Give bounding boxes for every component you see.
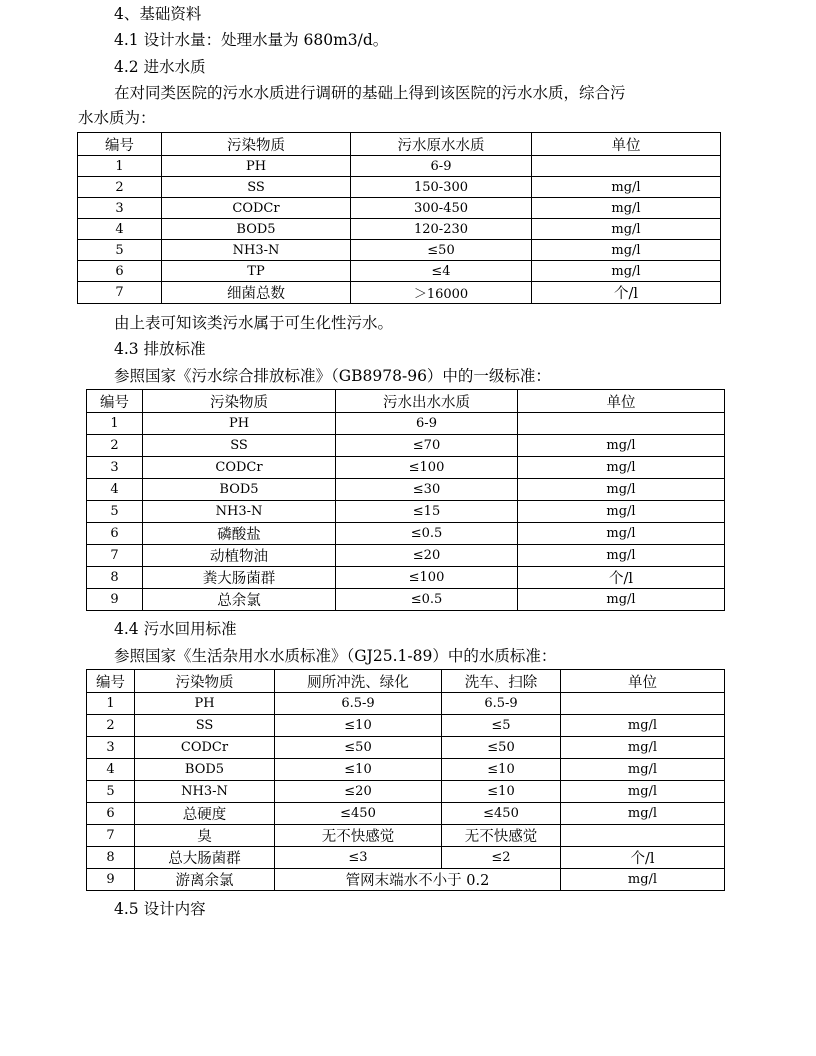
table-cell: ≤2 bbox=[442, 847, 561, 869]
table-cell: mg/l bbox=[518, 589, 725, 611]
table-cell: 150-300 bbox=[351, 177, 532, 198]
table-cell: 磷酸盐 bbox=[143, 523, 336, 545]
table-cell: ≤5 bbox=[442, 715, 561, 737]
table-cell: ≤10 bbox=[275, 715, 442, 737]
table-cell: PH bbox=[162, 156, 351, 177]
merged-table-cell: 管网末端水不小于 0.2 bbox=[275, 869, 561, 891]
table-cell: ≤0.5 bbox=[336, 589, 518, 611]
table-row bbox=[78, 282, 721, 304]
table-cell: 6-9 bbox=[351, 156, 532, 177]
discharge-standard-table bbox=[86, 389, 725, 611]
section-4-3-reference: 参照国家《污水综合排放标准》（GB8978-96）中的一级标准： bbox=[114, 367, 551, 385]
table-row bbox=[87, 737, 725, 759]
table-cell: ≤50 bbox=[351, 240, 532, 261]
table-cell: ≤0.5 bbox=[336, 523, 518, 545]
table-row bbox=[87, 523, 725, 545]
table-cell: mg/l bbox=[561, 759, 725, 781]
table-cell: 7 bbox=[78, 282, 162, 304]
table-cell: ≤3 bbox=[275, 847, 442, 869]
table-row bbox=[78, 240, 721, 261]
column-header: 编号 bbox=[87, 670, 135, 693]
table-cell: PH bbox=[135, 693, 275, 715]
table-cell: ≤15 bbox=[336, 501, 518, 523]
table-header-row bbox=[78, 133, 721, 156]
table-cell: BOD5 bbox=[135, 759, 275, 781]
column-header: 污染物质 bbox=[143, 390, 336, 413]
table-cell: 1 bbox=[87, 693, 135, 715]
table-cell: CODCr bbox=[162, 198, 351, 219]
section-4-1: 4.1 设计水量：处理水量为 680m3/d。 bbox=[114, 31, 389, 49]
table-cell: 1 bbox=[87, 413, 143, 435]
table-cell: mg/l bbox=[561, 781, 725, 803]
table-cell: mg/l bbox=[561, 715, 725, 737]
table-cell: mg/l bbox=[518, 457, 725, 479]
table-cell: 3 bbox=[87, 737, 135, 759]
section-4-4-heading: 4.4 污水回用标准 bbox=[114, 620, 237, 638]
table-cell: 6-9 bbox=[336, 413, 518, 435]
section-4-2-heading: 4.2 进水水质 bbox=[114, 58, 206, 76]
table-row bbox=[78, 198, 721, 219]
table-row bbox=[87, 847, 725, 869]
table-cell: ≤10 bbox=[442, 759, 561, 781]
table-row bbox=[87, 413, 725, 435]
table-cell: ≤30 bbox=[336, 479, 518, 501]
table-cell: NH3-N bbox=[162, 240, 351, 261]
table-cell: PH bbox=[143, 413, 336, 435]
table-cell: 6 bbox=[87, 803, 135, 825]
section-4-title: 4、基础资料 bbox=[114, 5, 202, 23]
reuse-standard-table bbox=[86, 669, 725, 891]
table-header-row bbox=[87, 670, 725, 693]
table-cell: ≤4 bbox=[351, 261, 532, 282]
table-cell: mg/l bbox=[518, 523, 725, 545]
column-header: 污染物质 bbox=[162, 133, 351, 156]
table-cell: ≤70 bbox=[336, 435, 518, 457]
table-cell: mg/l bbox=[518, 435, 725, 457]
table-cell: 120-230 bbox=[351, 219, 532, 240]
table-cell: 2 bbox=[87, 435, 143, 457]
table-cell: 3 bbox=[78, 198, 162, 219]
table-cell: 3 bbox=[87, 457, 143, 479]
table-cell: 细菌总数 bbox=[162, 282, 351, 304]
table-cell bbox=[518, 413, 725, 435]
table-cell: BOD5 bbox=[143, 479, 336, 501]
table-cell: ≤100 bbox=[336, 567, 518, 589]
table-row bbox=[87, 589, 725, 611]
table-row bbox=[87, 715, 725, 737]
table-cell: 7 bbox=[87, 825, 135, 847]
table-row bbox=[87, 869, 725, 891]
table-cell: ≤450 bbox=[442, 803, 561, 825]
table-row bbox=[87, 479, 725, 501]
column-header: 编号 bbox=[87, 390, 143, 413]
table-cell: 5 bbox=[87, 781, 135, 803]
table-row bbox=[87, 435, 725, 457]
table-cell: 1 bbox=[78, 156, 162, 177]
table-cell: 300-450 bbox=[351, 198, 532, 219]
table-cell: 个/l bbox=[532, 282, 721, 304]
table-header-row bbox=[87, 390, 725, 413]
column-header: 单位 bbox=[561, 670, 725, 693]
table-cell: ≤50 bbox=[275, 737, 442, 759]
column-header: 厕所冲洗、绿化 bbox=[275, 670, 442, 693]
table-row bbox=[87, 803, 725, 825]
section-4-4-reference: 参照国家《生活杂用水水质标准》（GJ25.1-89）中的水质标准： bbox=[114, 647, 557, 665]
table-cell: BOD5 bbox=[162, 219, 351, 240]
table-cell: 总余氯 bbox=[143, 589, 336, 611]
column-header: 单位 bbox=[518, 390, 725, 413]
table-cell: 9 bbox=[87, 589, 143, 611]
table-cell: ≤50 bbox=[442, 737, 561, 759]
table-cell: mg/l bbox=[532, 240, 721, 261]
table-cell: NH3-N bbox=[135, 781, 275, 803]
table-cell: mg/l bbox=[532, 177, 721, 198]
table-cell: 无不快感觉 bbox=[275, 825, 442, 847]
table-row bbox=[78, 156, 721, 177]
table-cell: ≤450 bbox=[275, 803, 442, 825]
table-row bbox=[87, 693, 725, 715]
table-cell: ≤20 bbox=[336, 545, 518, 567]
table-cell bbox=[561, 825, 725, 847]
table-row bbox=[87, 825, 725, 847]
influent-quality-table bbox=[77, 132, 721, 304]
table-cell: 粪大肠菌群 bbox=[143, 567, 336, 589]
table-cell: 5 bbox=[78, 240, 162, 261]
table-cell: ≤10 bbox=[275, 759, 442, 781]
table-cell: 8 bbox=[87, 567, 143, 589]
table-cell: ≤10 bbox=[442, 781, 561, 803]
table-cell: 6 bbox=[87, 523, 143, 545]
table-cell: mg/l bbox=[532, 219, 721, 240]
section-4-2-paragraph-line2: 水水质为： bbox=[78, 109, 156, 127]
table-cell: mg/l bbox=[561, 869, 725, 891]
table-cell: ＞16000 bbox=[351, 282, 532, 304]
table-cell: 个/l bbox=[561, 847, 725, 869]
table-cell bbox=[561, 693, 725, 715]
section-4-2-conclusion: 由上表可知该类污水属于可生化性污水。 bbox=[114, 314, 394, 332]
table-cell: SS bbox=[162, 177, 351, 198]
table-cell: 个/l bbox=[518, 567, 725, 589]
table-cell: ≤100 bbox=[336, 457, 518, 479]
table-row bbox=[87, 457, 725, 479]
table-cell: 9 bbox=[87, 869, 135, 891]
column-header: 污水原水水质 bbox=[351, 133, 532, 156]
table-cell: 总硬度 bbox=[135, 803, 275, 825]
column-header: 单位 bbox=[532, 133, 721, 156]
table-cell: mg/l bbox=[518, 479, 725, 501]
table-cell: NH3-N bbox=[143, 501, 336, 523]
table-row bbox=[87, 545, 725, 567]
table-cell: 4 bbox=[87, 479, 143, 501]
table-cell: 6.5-9 bbox=[275, 693, 442, 715]
table-cell: mg/l bbox=[532, 198, 721, 219]
table-cell: SS bbox=[143, 435, 336, 457]
table-cell: CODCr bbox=[143, 457, 336, 479]
table-cell: ≤20 bbox=[275, 781, 442, 803]
table-cell: 6 bbox=[78, 261, 162, 282]
table-row bbox=[78, 219, 721, 240]
table-row bbox=[87, 759, 725, 781]
table-cell: mg/l bbox=[518, 501, 725, 523]
table-cell: 7 bbox=[87, 545, 143, 567]
table-cell bbox=[532, 156, 721, 177]
table-cell: mg/l bbox=[518, 545, 725, 567]
table-cell: mg/l bbox=[561, 737, 725, 759]
table-cell: 臭 bbox=[135, 825, 275, 847]
column-header: 洗车、扫除 bbox=[442, 670, 561, 693]
table-cell: 游离余氯 bbox=[135, 869, 275, 891]
table-cell: mg/l bbox=[532, 261, 721, 282]
section-4-3-heading: 4.3 排放标准 bbox=[114, 340, 206, 358]
table-row bbox=[78, 261, 721, 282]
table-row bbox=[87, 567, 725, 589]
column-header: 编号 bbox=[78, 133, 162, 156]
table-cell: 4 bbox=[87, 759, 135, 781]
column-header: 污染物质 bbox=[135, 670, 275, 693]
table-cell: 5 bbox=[87, 501, 143, 523]
table-cell: 无不快感觉 bbox=[442, 825, 561, 847]
table-cell: 4 bbox=[78, 219, 162, 240]
table-cell: mg/l bbox=[561, 803, 725, 825]
table-cell: 2 bbox=[87, 715, 135, 737]
table-cell: 动植物油 bbox=[143, 545, 336, 567]
section-4-5-heading: 4.5 设计内容 bbox=[114, 900, 206, 918]
table-row bbox=[78, 177, 721, 198]
table-cell: CODCr bbox=[135, 737, 275, 759]
table-row bbox=[87, 781, 725, 803]
table-cell: 2 bbox=[78, 177, 162, 198]
table-cell: 6.5-9 bbox=[442, 693, 561, 715]
table-row bbox=[87, 501, 725, 523]
column-header: 污水出水水质 bbox=[336, 390, 518, 413]
table-cell: 8 bbox=[87, 847, 135, 869]
section-4-2-paragraph-line1: 在对同类医院的污水水质进行调研的基础上得到该医院的污水水质，综合污 bbox=[114, 84, 626, 102]
table-cell: TP bbox=[162, 261, 351, 282]
table-cell: SS bbox=[135, 715, 275, 737]
table-cell: 总大肠菌群 bbox=[135, 847, 275, 869]
